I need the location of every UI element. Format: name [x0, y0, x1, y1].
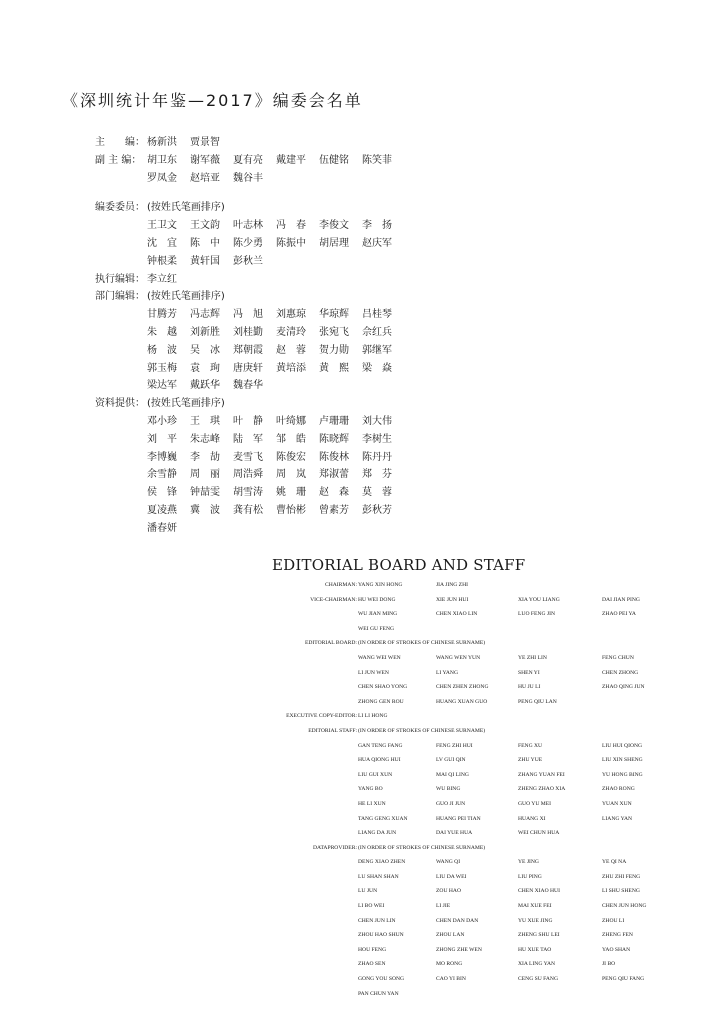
staff-name: 龚有松 [233, 504, 263, 516]
role-label: EDITORIAL STAFF: [308, 727, 357, 734]
staff-name: 伍健铭 [319, 154, 349, 166]
staff-name: PENG QIU FANG [602, 976, 645, 983]
cn-row [95, 431, 425, 449]
staff-name: GUO JI JUN [436, 800, 466, 807]
staff-name: 胡居理 [319, 237, 349, 249]
staff-name: YE QI NA [602, 859, 627, 866]
staff-name: CENG SU FANG [518, 976, 558, 983]
staff-name: 郭玉梅 [147, 362, 177, 374]
staff-name: HUANG XI [518, 815, 546, 822]
staff-name: ZHAO SEN [358, 961, 386, 968]
staff-name: PENG QIU LAN [518, 698, 557, 705]
en-row [250, 622, 720, 637]
staff-name: 麦雪飞 [233, 451, 263, 463]
role-label [95, 413, 147, 431]
staff-name: 冯志辉 [190, 309, 220, 321]
staff-name: 周 丽 [190, 469, 220, 481]
staff-name: JI BO [602, 961, 616, 968]
staff-name: WANG WEI WEN [358, 654, 401, 661]
staff-name: 甘腾芳 [147, 309, 177, 321]
english-section-title: EDITORIAL BOARD AND STAFF [272, 556, 526, 574]
staff-name: ZHENG SHU LEI [518, 932, 560, 939]
staff-name: 赵培亚 [190, 172, 220, 184]
en-row [250, 812, 720, 827]
en-row [250, 782, 720, 797]
staff-name: MAI XUE FEI [518, 903, 552, 910]
staff-name: LIU HUI QIONG [602, 742, 643, 749]
staff-name: 郭继军 [362, 344, 392, 356]
staff-name: ZHAO PEI YA [602, 611, 636, 618]
staff-name: MAI QI LING [436, 771, 469, 778]
staff-name: FENG XU [518, 742, 543, 749]
role-label: 资料提供： [95, 398, 145, 410]
staff-name: 唐庚轩 [233, 362, 263, 374]
staff-name: LIU GUI XUN [358, 771, 393, 778]
staff-name: 贺力勋 [319, 344, 349, 356]
role-label [95, 235, 147, 253]
staff-name: 曾素芳 [319, 504, 349, 516]
staff-name: 华琼辉 [319, 309, 349, 321]
staff-name: LIANG YAN [602, 815, 633, 822]
staff-name: CHEN ZHEN ZHONG [436, 684, 489, 691]
staff-name: 侯 锋 [147, 487, 177, 499]
role-label [95, 342, 147, 360]
en-row [250, 739, 720, 754]
en-row [250, 607, 720, 622]
staff-name: 陈丹丹 [362, 451, 392, 463]
staff-name: PAN CHUN YAN [358, 990, 399, 997]
en-row [250, 943, 720, 958]
cn-row [95, 170, 425, 188]
staff-name: 陆 军 [233, 433, 263, 445]
staff-name: 陈振中 [276, 237, 306, 249]
staff-name: CHEN XIAO LIN [436, 611, 478, 618]
staff-name: WANG QI [436, 859, 461, 866]
order-note: LI LI HONG [358, 713, 388, 720]
staff-name: ZHAO QING JUN [602, 684, 645, 691]
staff-name: 戴跃华 [190, 380, 220, 392]
order-note: (IN ORDER OF STROKES OF CHINESE SURNAME) [358, 844, 486, 851]
staff-name: YANG XIN HONG [358, 582, 403, 588]
en-row [250, 636, 720, 651]
staff-name: 彭秋芳 [362, 504, 392, 516]
cn-row [95, 235, 425, 253]
staff-name: LI YANG [436, 669, 459, 676]
staff-name: 吴 冰 [190, 344, 220, 356]
staff-name: YE ZHI LIN [518, 654, 547, 661]
staff-name: 胡雪涛 [233, 487, 263, 499]
staff-name: LIU XIN SHENG [602, 757, 643, 764]
staff-name: XIA LING YAN [518, 961, 556, 968]
order-note: (按姓氏笔画排序) [147, 398, 225, 410]
role-label [95, 449, 147, 467]
staff-name: 周浩舜 [233, 469, 263, 481]
cn-row [95, 199, 425, 217]
role-label [95, 324, 147, 342]
staff-name: 魏谷丰 [233, 172, 263, 184]
staff-name: HUA QIONG HUI [358, 757, 401, 764]
staff-name: 吕桂琴 [362, 309, 392, 321]
staff-name: YAO SHAN [602, 946, 631, 953]
staff-name: CHEN JUN HONG [602, 903, 647, 910]
staff-name: DAI JIAN PING [602, 596, 640, 603]
staff-name: WEI GU FENG [358, 625, 395, 632]
order-note: (按姓氏笔画排序) [147, 291, 225, 303]
staff-name: 杨 波 [147, 344, 177, 356]
role-label [95, 431, 147, 449]
role-label: 部门编辑： [95, 291, 145, 303]
staff-name: LI SHU SHENG [602, 888, 640, 895]
en-row [250, 768, 720, 783]
role-label: CHAIRMAN: [324, 582, 357, 588]
staff-name: GAN TENG FANG [358, 742, 403, 749]
staff-name: 姚 珊 [276, 487, 306, 499]
role-label [95, 520, 147, 538]
staff-name: 麦清玲 [276, 326, 306, 338]
cn-row [95, 253, 425, 271]
staff-name: 钟喆雯 [190, 487, 220, 499]
staff-name: 周 岚 [276, 469, 306, 481]
staff-name: 李立红 [147, 273, 177, 285]
cn-row [95, 377, 425, 395]
staff-name: 刘新胜 [190, 326, 220, 338]
role-label [95, 306, 147, 324]
staff-name: HUANG XUAN GUO [436, 698, 488, 705]
staff-name: 胡卫东 [147, 154, 177, 166]
staff-name: ZHENG ZHAO XIA [518, 786, 566, 793]
staff-name: 王文韵 [190, 220, 220, 232]
staff-name: 陈晓辉 [319, 433, 349, 445]
english-staff-list [250, 578, 720, 1001]
en-row [250, 841, 720, 856]
staff-name: LU JUN [358, 888, 378, 895]
staff-name: FENG ZHI HUI [436, 742, 473, 749]
en-row [250, 593, 720, 608]
staff-name: 黄培添 [276, 362, 306, 374]
en-row [250, 899, 720, 914]
role-label [95, 360, 147, 378]
staff-name: 梁 焱 [362, 362, 392, 374]
staff-name: HUANG PEI TIAN [436, 815, 481, 822]
cn-row [95, 134, 425, 152]
staff-name: 杨新洪 [147, 137, 177, 148]
staff-name: 赵庆军 [362, 237, 392, 249]
staff-name: ZHONG ZHE WEN [436, 946, 482, 953]
en-row [250, 709, 720, 724]
staff-name: 钟根柔 [147, 255, 177, 267]
staff-name: LI BO WEI [358, 903, 385, 910]
en-row [250, 826, 720, 841]
cn-row [95, 342, 425, 360]
staff-name: 沈 宜 [147, 237, 177, 249]
staff-name: 冯 春 [276, 220, 306, 232]
en-row [250, 928, 720, 943]
role-label: 执行编辑： [95, 273, 145, 285]
role-label: 副 主 编： [95, 154, 142, 166]
staff-name: WU JIAN MING [358, 611, 398, 618]
role-label: DATAPROVIDER: [313, 844, 357, 851]
staff-name: 李博巍 [147, 451, 177, 463]
cn-row [95, 520, 425, 538]
role-label: 编委委员： [95, 202, 145, 214]
role-label [95, 502, 147, 520]
staff-name: HU JU LI [518, 684, 541, 691]
staff-name: 李 扬 [362, 220, 392, 232]
en-row [250, 753, 720, 768]
staff-name: 佘红兵 [362, 326, 392, 338]
staff-name: LV GUI QIN [436, 757, 466, 764]
staff-name: ZHU YUE [518, 757, 543, 764]
role-label [95, 466, 147, 484]
document-title: 《深圳统计年鉴—2017》编委会名单 [62, 91, 363, 110]
cn-row [95, 324, 425, 342]
staff-name: 陈 中 [190, 237, 220, 249]
staff-name: 卢珊珊 [319, 415, 349, 427]
staff-name: YU XUE JING [518, 917, 553, 924]
staff-name: GONG YOU SONG [358, 976, 405, 983]
staff-name: ZHOU LAN [436, 932, 465, 939]
staff-name: 彭秋兰 [233, 255, 263, 267]
staff-name: 贾景智 [190, 137, 220, 148]
staff-name: 叶绮娜 [276, 415, 306, 427]
staff-name: GUO YU MEI [518, 800, 552, 807]
staff-name: 李俊文 [319, 220, 349, 232]
en-row [250, 724, 720, 739]
en-row [250, 797, 720, 812]
staff-name: CAO YI BIN [436, 976, 466, 983]
staff-name: LIANG DA JUN [358, 830, 397, 837]
order-note: (按姓氏笔画排序) [147, 202, 225, 214]
en-row [250, 884, 720, 899]
en-row [250, 987, 720, 1002]
cn-row [95, 217, 425, 235]
cn-row [95, 306, 425, 324]
cn-row [95, 152, 425, 170]
cn-row [95, 449, 425, 467]
staff-name: MO RONG [436, 961, 463, 968]
en-row [250, 957, 720, 972]
staff-name: 郑淑蕾 [319, 469, 349, 481]
cn-row [95, 271, 425, 289]
cn-row [95, 288, 425, 306]
staff-name: YANG BO [358, 786, 383, 793]
staff-name: 魏春华 [233, 380, 263, 392]
staff-name: DENG XIAO ZHEN [358, 859, 406, 866]
staff-name: XIA YOU LIANG [518, 596, 560, 603]
staff-name: 陈俊宏 [276, 451, 306, 463]
order-note: (IN ORDER OF STROKES OF CHINESE SURNAME) [358, 640, 486, 647]
role-label: EDITORIAL BOARD: [304, 640, 357, 647]
en-row [250, 914, 720, 929]
staff-name: 罗凤金 [147, 172, 177, 184]
staff-name: 刘桂勤 [233, 326, 263, 338]
en-row [250, 666, 720, 681]
staff-name: WANG WEN YUN [436, 654, 481, 661]
en-row [250, 651, 720, 666]
role-label: VICE-CHAIRMAN: [310, 596, 357, 603]
staff-name: 邓小珍 [147, 415, 177, 427]
staff-name: 曹怡彬 [276, 504, 306, 516]
role-label [95, 217, 147, 235]
staff-name: YUAN XUN [602, 800, 632, 807]
staff-name: HU WEI DONG [358, 596, 396, 603]
staff-name: 郑朝霞 [233, 344, 263, 356]
staff-name: ZHENG FEN [602, 932, 633, 939]
staff-name: WU BING [436, 786, 461, 793]
staff-name: 刘 平 [147, 433, 177, 445]
role-label: EXECUTIVE COPY-EDITOR: [286, 713, 357, 720]
staff-name: 潘春妍 [147, 522, 177, 534]
staff-name: 叶志林 [233, 220, 263, 232]
staff-name: 李树生 [362, 433, 392, 445]
cn-row [95, 413, 425, 431]
staff-name: JIA JING ZHI [436, 582, 469, 588]
staff-name: CHEN JUN LIN [358, 917, 396, 924]
staff-name: 王 琪 [190, 415, 220, 427]
cn-row [95, 360, 425, 378]
staff-name: ZHAO RONG [602, 786, 635, 793]
staff-name: 余雪静 [147, 469, 177, 481]
staff-name: CHEN ZHONG [602, 669, 639, 676]
cn-row [95, 484, 425, 502]
staff-name: YU HONG BING [602, 771, 643, 778]
staff-name: HOU FENG [358, 946, 387, 953]
cn-row [95, 395, 425, 413]
staff-name: 夏有亮 [233, 154, 263, 166]
staff-name: HE LI XUN [358, 800, 386, 807]
staff-name: 王卫文 [147, 220, 177, 232]
staff-name: 刘惠琼 [276, 309, 306, 321]
staff-name: 叶 静 [233, 415, 263, 427]
role-label [95, 377, 147, 395]
staff-name: LI JUN WEN [358, 669, 389, 676]
staff-name: SHEN YI [518, 669, 540, 676]
staff-name: XIE JUN HUI [436, 596, 469, 603]
staff-name: LIU DA WEI [436, 873, 467, 880]
role-label [95, 170, 147, 188]
role-label [95, 253, 147, 271]
staff-name: 梁达军 [147, 380, 177, 392]
staff-name: 赵 森 [319, 487, 349, 499]
staff-name: WEI CHUN HUA [518, 830, 560, 837]
staff-name: ZHONG GEN ROU [358, 698, 404, 705]
staff-name: CHEN SHAO YONG [358, 684, 408, 691]
staff-name: FENG CHUN [602, 654, 634, 661]
order-note: (IN ORDER OF STROKES OF CHINESE SURNAME) [358, 727, 486, 734]
staff-name: ZOU HAO [436, 888, 462, 895]
staff-name: 袁 珣 [190, 362, 220, 374]
role-label [95, 484, 147, 502]
staff-name: ZHANG YUAN FEI [518, 771, 565, 778]
staff-name: ZHOU HAO SHUN [358, 932, 404, 939]
en-row [250, 972, 720, 987]
staff-name: 戴建平 [276, 154, 306, 166]
staff-name: 邹 皓 [276, 433, 306, 445]
staff-name: 夏凌燕 [147, 504, 177, 516]
cn-row [95, 466, 425, 484]
staff-name: TANG GENG XUAN [358, 815, 408, 822]
staff-name: 刘大伟 [362, 415, 392, 427]
staff-name: 朱 越 [147, 326, 177, 338]
staff-name: DAI YUE HUA [436, 830, 473, 837]
staff-name: 赵 蓉 [276, 344, 306, 356]
staff-name: 谢军薇 [190, 154, 220, 166]
staff-name: LU SHAN SHAN [358, 873, 399, 880]
staff-name: 朱志峰 [190, 433, 220, 445]
en-row [250, 680, 720, 695]
en-row [250, 695, 720, 710]
staff-name: ZHOU LI [602, 917, 625, 924]
staff-name: 张宛飞 [319, 326, 349, 338]
en-row [250, 855, 720, 870]
staff-name: 黄轩国 [190, 255, 220, 267]
staff-name: 冯 旭 [233, 309, 263, 321]
staff-name: HU XUE TAO [518, 946, 552, 953]
staff-name: 陈俊林 [319, 451, 349, 463]
staff-name: CHEN XIAO HUI [518, 888, 560, 895]
staff-name: 陈笑菲 [362, 154, 392, 166]
en-row [250, 578, 720, 593]
staff-name: 郑 芬 [362, 469, 392, 481]
staff-name: 陈少勇 [233, 237, 263, 249]
cn-row [95, 502, 425, 520]
staff-name: LI JIE [436, 903, 451, 910]
en-row [250, 870, 720, 885]
staff-name: LUO FENG JIN [518, 611, 555, 618]
staff-name: ZHU ZHI FENG [602, 873, 641, 880]
chinese-staff-list [95, 134, 425, 538]
staff-name: LIU PING [518, 873, 542, 880]
staff-name: 冀 波 [190, 504, 220, 516]
staff-name: 黄 熙 [319, 362, 349, 374]
staff-name: YE JING [518, 859, 539, 866]
staff-name: CHEN DAN DAN [436, 917, 479, 924]
staff-name: 李 劼 [190, 451, 220, 463]
role-label: 主 编： [95, 137, 145, 148]
staff-name: 莫 蓉 [362, 487, 392, 499]
